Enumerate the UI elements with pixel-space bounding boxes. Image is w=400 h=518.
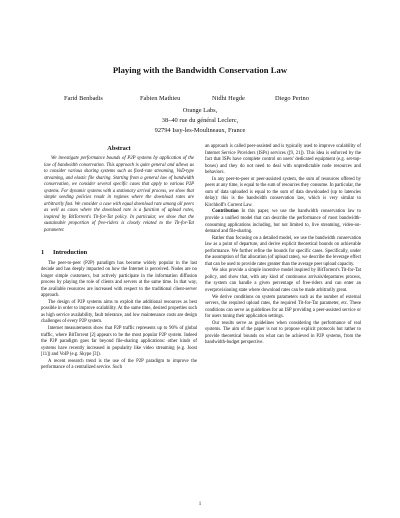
body-paragraph: Our results serve as guidelines when considering the performance of real systems. The aim of the paper is not to propose explicit protocols but rather to provide theoretical bounds on what can be achieved in P2P systems, from the bandwidth-budget perspective. (205, 320, 361, 346)
contribution-text: In this paper, we use the bandwidth conservation law to provide a unified model that can describe the performance of most bandwidth-consuming applications including, but not limited to, live streaming, video-on-demand and file-sharing. (205, 209, 362, 235)
affiliation-line: Orange Labs, (182, 107, 218, 114)
affiliation-line: 92794 Issy-les-Moulineaux, France (154, 127, 246, 134)
paper-title: Playing with the Bandwidth Conservation Law (112, 65, 288, 75)
author-list (0, 95, 400, 105)
body-paragraph: an approach is called peer-assisted and is typically used to improve scalability of Internet Service Providers (ISPs) services ([9, 21]). This idea is enforced by the fact that ISPs have complete control on users' dedicated equipment (e.g. set-top-boxes) and they do not need to deal with unpredictable node resources and behaviors. (205, 144, 361, 176)
abstract (41, 156, 197, 235)
section-number: 1 (41, 248, 45, 256)
contribution-label: Contribution (212, 209, 239, 215)
body-paragraph: Internet measurements show that P2P traffic represents up to 90% of global traffic, where BitTorrent [2] appears to be the most popular P2P system. Indeed the P2P paradigm goes far beyond file-sharing applications: other kinds of systems have recently increased in popularity like video streaming (e.g. Joost [11]) and VoIP (e.g. Skype [3]). (41, 326, 197, 358)
affiliation-line: 38–40 rue du général Leclerc, (161, 117, 239, 124)
contribution-paragraph (205, 209, 361, 235)
body-paragraph: Rather than focusing on a detailed model, we use the bandwidth conservation law as a point of departure, and derive explicit theoretical bounds on achievable performance. We further refine the bounds for specific cases. Specifically, under the assumption of flat allocation (of upload rates), we describe the leverage effect that can be used to provide rates greater than the average peer upload capacity. (205, 235, 361, 267)
author-name: Fabien Mathieu (140, 95, 181, 102)
section-heading (41, 249, 197, 257)
body-paragraph: We also provide a simple incentive model inspired by BitTorrent's Tit-for-Tat policy, and show that, with any kind of continuous arrivals/departures process, the system can handle a given percentage of free-riders and can enter an overprovisioning state where download rates can be made arbitrarily great. (205, 268, 361, 294)
body-paragraph: We derive conditions on system parameters such as the number of external servers, the required upload rates, the required Tit-for-Tat parameter, etc. These conditions can serve as guidelines for an ISP providing a peer-assisted service or for users tuning their application settings. (205, 294, 361, 320)
author-name: Nidhi Hegde (212, 95, 245, 102)
author-name: Diego Perino (275, 95, 309, 102)
page-number: 1 (198, 502, 202, 507)
abstract-text: We investigate performance bounds of P2P systems by application of the law of bandwidth conservation. This approach is quite general and allows us to consider various sharing systems such as fixed-rate streaming, VoD-type streaming, and elastic file sharing. Starting from a general law of bandwidth conservation, we consider several specific cases that apply to various P2P systems. For dynamic systems with a stationary arrival process, we show that simple seeding policies result in regimes where the download rates are arbitrarily fast. We consider a case with equal download rate among all peers as well as cases where the download rate is a function of upload rates, inspired by BitTorrent's Tit-for-Tat policy. In particular, we show that the sustainable proportion of free-riders is closely related to the Tit-for-Tat parameter. (44, 156, 194, 234)
left-column (41, 144, 197, 372)
author-name: Farid Benbadis (64, 95, 103, 102)
right-column (205, 144, 361, 347)
body-paragraph: A recent research trend is the use of the P2P paradigm to improve the performance of a centralized service. Such (41, 358, 197, 371)
body-paragraph: In any peer-to-peer or peer-assisted system, the sum of resources offered by peers at any time, is equal to the sum of resources they consume. In particular, the sum of data uploaded is equal to the sum of data downloaded (up to latencies delay): this is the bandwidth conservation law, which is very similar to Kirchhoff's Current Law. (205, 176, 361, 208)
affiliation (0, 106, 400, 136)
section-title: Introduction (53, 248, 88, 256)
body-paragraph: The peer-to-peer (P2P) paradigm has become widely popular in the last decade and has deeply impacted on how the Internet is perceived. Nodes are no longer simple customers, but actively participate in the information diffusion process by playing the role of clients and servers at the same time. In that way, the available resources are increased with respect to the traditional client-server approach. (41, 260, 197, 299)
abstract-heading: Abstract (107, 145, 131, 152)
body-paragraph: The design of P2P systems aims to exploit the additional resources as best possible in order to improve scalability. At the same time, desired properties such as high service availability, fault tolerance, and low maintenance costs are design challenges of every P2P system. (41, 299, 197, 325)
